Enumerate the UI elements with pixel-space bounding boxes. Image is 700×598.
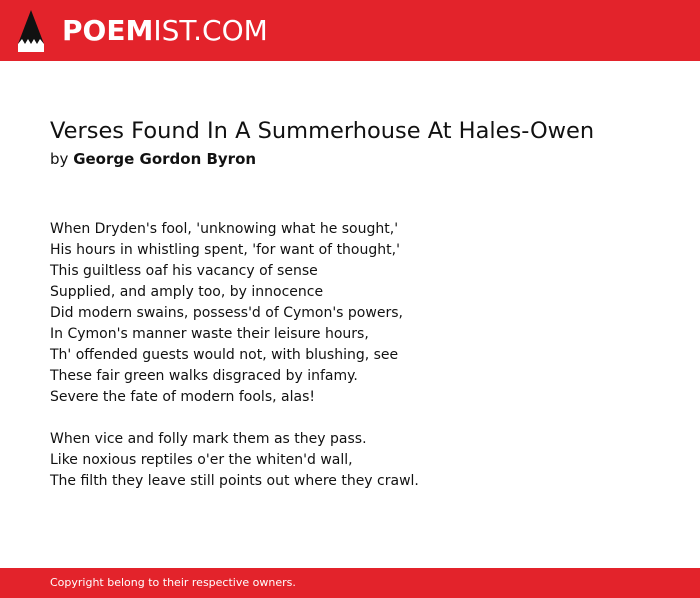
poem-line: The filth they leave still points out where they crawl. bbox=[50, 473, 419, 489]
copyright-text: Copyright belong to their respective owners. bbox=[50, 576, 296, 589]
poem-line: Like noxious reptiles o'er the whiten'd wall, bbox=[50, 452, 353, 468]
poem-line: These fair green walks disgraced by infamy. bbox=[50, 368, 358, 384]
byline bbox=[50, 149, 256, 169]
poem-author: George Gordon Byron bbox=[73, 150, 257, 168]
site-header bbox=[0, 0, 700, 61]
by-label: by bbox=[50, 150, 69, 168]
poem-line: When Dryden's fool, 'unknowing what he sought,' bbox=[50, 221, 399, 237]
poem-body bbox=[50, 219, 670, 513]
logo-text-light: IST.COM bbox=[153, 14, 268, 47]
site-logo[interactable] bbox=[62, 13, 268, 49]
poem-title: Verses Found In A Summerhouse At Hales-Owen bbox=[50, 118, 595, 144]
poem-line: In Cymon's manner waste their leisure hours, bbox=[50, 326, 369, 342]
poem-line: This guiltless oaf his vacancy of sense bbox=[50, 263, 318, 279]
stanza bbox=[50, 429, 670, 492]
poem-line: When vice and folly mark them as they pass. bbox=[50, 431, 367, 447]
poem-line: His hours in whistling spent, 'for want of thought,' bbox=[50, 242, 400, 258]
logo-text-bold: POEM bbox=[62, 14, 154, 47]
poem-line: Severe the fate of modern fools, alas! bbox=[50, 389, 315, 405]
pencil-tip-icon[interactable] bbox=[18, 10, 44, 52]
poem-line: Did modern swains, possess'd of Cymon's powers, bbox=[50, 305, 403, 321]
site-footer bbox=[0, 568, 700, 598]
poem-line: Supplied, and amply too, by innocence bbox=[50, 284, 324, 300]
poem-line: Th' offended guests would not, with blushing, see bbox=[50, 347, 399, 363]
stanza bbox=[50, 219, 670, 408]
